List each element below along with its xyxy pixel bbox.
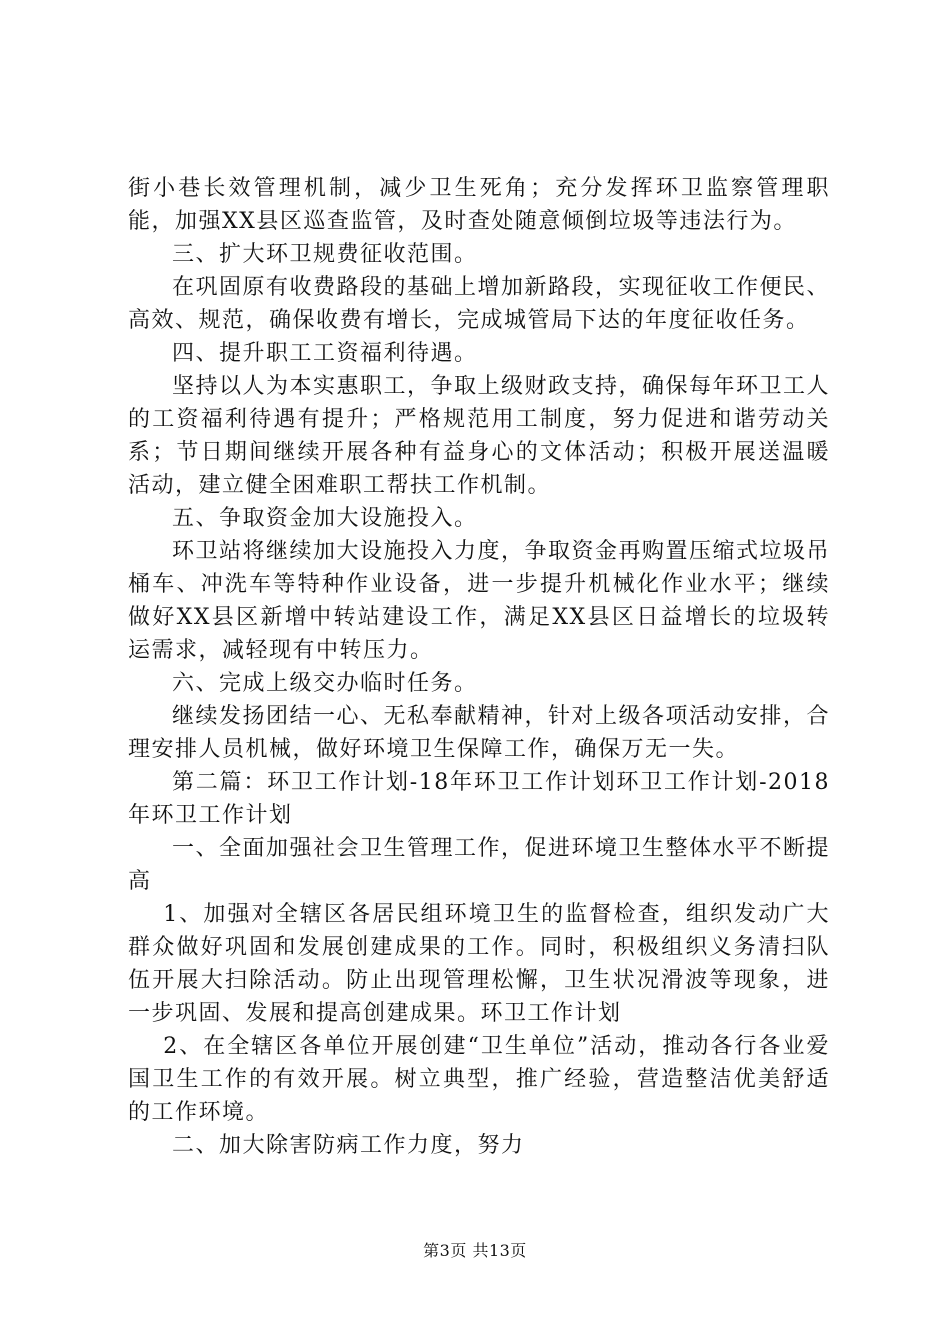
page-footer: 第3页 共13页 <box>423 1241 527 1260</box>
section-heading-2: 二、加大除害防病工作力度，努力 <box>172 1133 525 1158</box>
part-two-title: 第二篇：环卫工作计划-18年环卫工作计划环卫工作计划-2018年环卫工作计划 <box>128 770 830 828</box>
section-heading-5: 五、争取资金加大设施投入。 <box>172 506 478 531</box>
section-heading-6: 六、完成上级交办临时任务。 <box>172 671 478 696</box>
section-heading-4: 四、提升职工工资福利待遇。 <box>172 341 478 366</box>
paragraph-continuation: 街小巷长效管理机制，减少卫生死角；充分发挥环卫监察管理职能，加强XX县区巡查监管，及时查处随意倾倒垃圾等违法行为。 <box>128 176 830 234</box>
paragraph-item-2: 2、在全辖区各单位开展创建“卫生单位”活动，推动各行各业爱国卫生工作的有效开展。树立典型，推广经验，营造整洁优美舒适的工作环境。 <box>128 1034 830 1125</box>
paragraph-facilities: 环卫站将继续加大设施投入力度，争取资金再购置压缩式垃圾吊桶车、冲洗车等特种作业设备，进一步提升机械化作业水平；继续做好XX县区新增中转站建设工作，满足XX县区日益增长的垃圾转运需求，减轻现有中转压力。 <box>128 539 831 663</box>
section-heading-1: 一、全面加强社会卫生管理工作，促进环境卫生整体水平不断提高 <box>128 836 831 894</box>
paragraph-welfare: 坚持以人为本实惠职工，争取上级财政支持，确保每年环卫工人的工资福利待遇有提升；严格规范用工制度，努力促进和谐劳动关系；节日期间继续开展各种有益身心的文体活动；积极开展送温暖活动，建立健全困难职工帮扶工作机制。 <box>128 374 831 498</box>
paragraph-fee-collection: 在巩固原有收费路段的基础上增加新路段，实现征收工作便民、高效、规范，确保收费有增长，完成城管局下达的年度征收任务。 <box>128 275 831 333</box>
section-heading-3: 三、扩大环卫规费征收范围。 <box>172 242 478 267</box>
paragraph-item-1: 1、加强对全辖区各居民组环境卫生的监督检查，组织发动广大群众做好巩固和发展创建成果的工作。同时，积极组织义务清扫队伍开展大扫除活动。防止出现管理松懈，卫生状况滑波等现象，进一步巩固、发展和提高创建成果。环卫工作计划 <box>128 902 830 1026</box>
document-body <box>128 172 830 1162</box>
paragraph-temporary-tasks: 继续发扬团结一心、无私奉献精神，针对上级各项活动安排，合理安排人员机械，做好环境卫生保障工作，确保万无一失。 <box>128 704 831 762</box>
